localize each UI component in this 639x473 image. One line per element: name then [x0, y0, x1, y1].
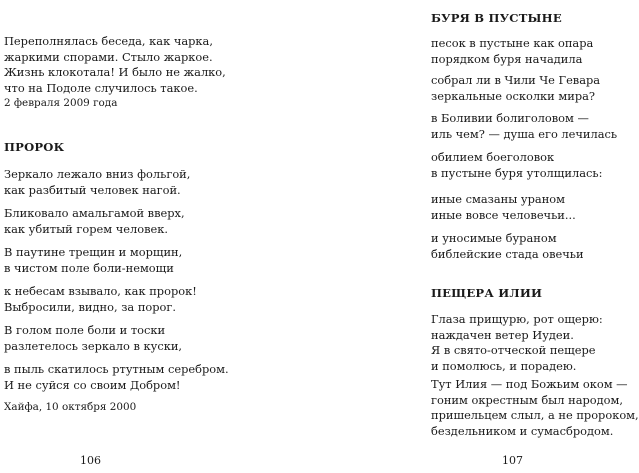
stanza — [431, 36, 593, 67]
verse-line: иль чем? — душа его лечилась — [431, 126, 618, 141]
stanza — [431, 377, 639, 439]
verse-line: Тут Илия — под Божьим оком — — [431, 377, 628, 391]
stanza — [431, 192, 576, 223]
verse-line: к небесам взывало, как пророк! — [4, 284, 197, 298]
stanza — [4, 323, 182, 354]
verse-line: В голом поле боли и тоски — [4, 323, 166, 337]
poem-title-burya: БУРЯ В ПУСТЫНЕ — [431, 11, 562, 25]
stanza — [4, 245, 182, 276]
verse-line: порядком буря начадила — [431, 51, 583, 66]
right-page — [318, 0, 639, 473]
verse-line: наждачен ветер Иудеи. — [431, 327, 574, 342]
verse-line: В паутине трещин и морщин, — [4, 245, 183, 259]
intro-stanza — [4, 34, 226, 96]
verse-line: Переполнялась беседа, как чарка, — [4, 34, 213, 48]
stanza — [431, 150, 602, 181]
verse-line: и помолюсь, и порадею. — [431, 358, 577, 373]
poem-title-peschera: ПЕЩЕРА ИЛИИ — [431, 286, 543, 300]
stanza — [431, 231, 584, 262]
verse-line: гоним окрестным был народом, — [431, 392, 623, 407]
verse-line: в пустыне буря утолщилась: — [431, 165, 603, 180]
verse-line: Выбросили, видно, за порог. — [4, 299, 177, 314]
left-page — [0, 0, 300, 473]
stanza — [4, 362, 229, 393]
verse-line: Зеркало лежало вниз фольгой, — [4, 167, 191, 181]
verse-line: Глаза прищурю, рот ощерю: — [431, 312, 603, 326]
poem-date: Хайфа, 10 октября 2000 — [4, 401, 137, 413]
verse-line: в пыль скатилось ртутным серебром. — [4, 362, 229, 376]
verse-line: как убитый горем человек. — [4, 221, 168, 236]
verse-line: разлетелось зеркало в куски, — [4, 338, 183, 353]
verse-line: собрал ли в Чили Че Гевара — [431, 73, 601, 87]
verse-line: в Боливии болиголовом — — [431, 111, 589, 125]
verse-line: обилием боеголовок — [431, 150, 555, 164]
page-number: 106 — [80, 454, 101, 467]
verse-line: что на Подоле случилось такое. — [4, 80, 198, 95]
stanza — [4, 284, 197, 315]
verse-line: Я в свято-отческой пещере — [431, 343, 596, 357]
verse-line: библейские стада овечьи — [431, 246, 584, 261]
verse-line: иные вовсе человечьи... — [431, 207, 576, 222]
verse-line: Бликовало амальгамой вверх, — [4, 206, 185, 220]
stanza — [431, 73, 600, 104]
verse-line: песок в пустыне как опара — [431, 36, 594, 50]
verse-line: как разбитый человек нагой. — [4, 182, 181, 197]
stanza — [431, 111, 617, 142]
stanza — [4, 167, 190, 198]
verse-line: иные смазаны ураном — [431, 192, 566, 206]
verse-line: бездельником и сумасбродом. — [431, 423, 614, 438]
intro-date: 2 февраля 2009 года — [4, 97, 118, 109]
page-number: 107 — [502, 454, 523, 467]
verse-line: И не суйся со своим Добром! — [4, 377, 181, 392]
stanza — [431, 312, 603, 374]
verse-line: пришельцем слыл, а не пророком, — [431, 408, 639, 422]
verse-line: Жизнь клокотала! И было не жалко, — [4, 65, 226, 79]
verse-line: и уносимые бураном — [431, 231, 557, 245]
verse-line: зеркальные осколки мира? — [431, 88, 596, 103]
verse-line: жаркими спорами. Стыло жаркое. — [4, 49, 213, 64]
stanza — [4, 206, 185, 237]
verse-line: в чистом поле боли-немощи — [4, 260, 174, 275]
poem-title-prorok: ПРОРОК — [4, 140, 65, 154]
